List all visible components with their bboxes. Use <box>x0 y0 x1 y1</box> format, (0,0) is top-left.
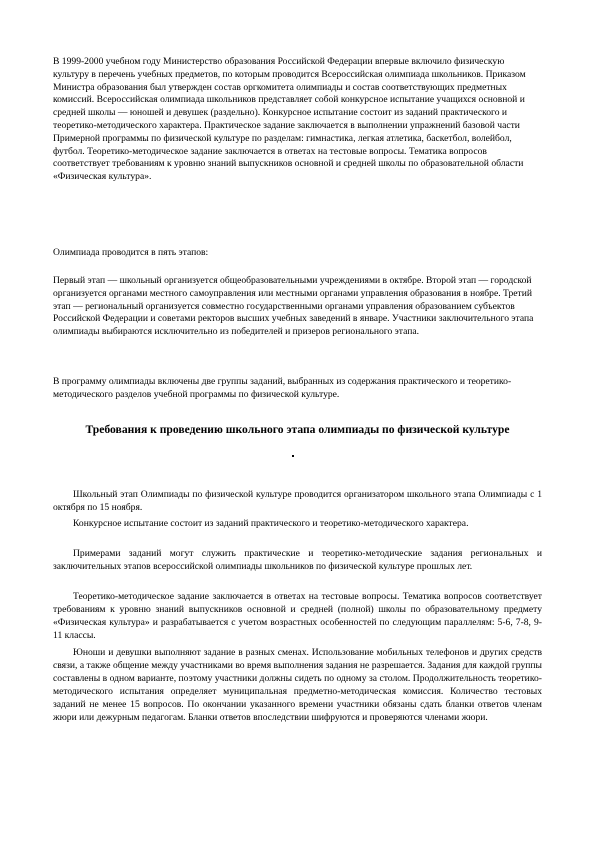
body-paragraph-rules: Юноши и девушки выполняют задание в разных сменах. Использование мобильных телефонов и других средств связи, а также общение между участниками во время выполнения задания не разрешается. Задания для каждой группы составлены в одном варианте, поэтому участники должны сидеть по одному за столом. Продолжительность теоретико-методического испытания определяет муниципальная предметно-методическая комиссия. Количество тестовых заданий не менее 15 вопросов. По окончании указанного времени участники обязаны сдать бланки ответов членам жюри или дежурным педагогам. Бланки ответов впоследствии шифруются и проверяются членами жюри. <box>53 647 542 723</box>
intro-paragraph-stages: Первый этап — школьный организуется общеобразовательными учреждениями в октябре. Второй этап — городской организуется органами местного самоуправления или местными органами управления образования в ноябре. Третий этап — региональный организуется совместно государственными органами управления образованием субъектов Российской Федерации и советами ректоров высших учебных заведений в январе. Участники заключительного этапа олимпиады выбираются исключительно из победителей и призеров регионального этапа. <box>53 275 534 338</box>
body-paragraph-contest: Конкурсное испытание состоит из заданий практического и теоретико-методического характера. <box>73 518 469 529</box>
section-title: Требования к проведению школьного этапа олимпиады по физической культуре <box>85 423 510 436</box>
body-paragraph-theory: Теоретико-методическое задание заключается в ответах на тестовые вопросы. Тематика вопросов соответствует требованиям к уровню знаний выпускников основной и средней (полной) школы по образовательному предмету «Физическая культура» и разрабатывается с учетом возрастных особенностей по следующим параллелям: 5-6, 7-8, 9-11 классы. <box>53 591 542 641</box>
title-dot-mark <box>292 455 294 457</box>
body-paragraph-examples: Примерами заданий могут служить практические и теоретико-методические задания региональных и заключительных этапов всероссийской олимпиады школьников по физической культуре прошлых лет. <box>53 548 542 572</box>
intro-paragraph-stages-lead: Олимпиада проводится в пять этапов: <box>53 247 209 258</box>
body-paragraph-dates: Школьный этап Олимпиады по физической культуре проводится организатором школьного этапа Олимпиады с 1 октября по 15 ноября. <box>53 489 542 513</box>
intro-paragraph-program: В программу олимпиады включены две группы заданий, выбранных из содержания практического и теоретико-методического разделов учебной программы по физической культуре. <box>53 376 512 400</box>
intro-paragraph-history: В 1999-2000 учебном году Министерство образования Российской Федерации впервые включило физическую культуру в перечень учебных предметов, по которым проводится Всероссийская олимпиада школьников. Приказом Министра образования был утвержден состав оргкомитета олимпиады и состав соответствующих предметных комиссий. Всероссийская олимпиада школьников представляет собой конкурсное испытание учащихся основной и средней школы — юношей и девушек (раздельно). Конкурсное испытание состоит из заданий практического и теоретико-методического характера. Практическое задание заключается в выполнении упражнений базовой части Примерной программы по физической культуре по разделам: гимнастика, легкая атлетика, баскетбол, волейбол, футбол. Теоретико-методическое задание заключается в ответах на тестовые вопросы. Тематика вопросов соответствует требованиям к уровню знаний выпускников основной и средней школы по образовательной области «Физическая культура». <box>53 56 526 183</box>
